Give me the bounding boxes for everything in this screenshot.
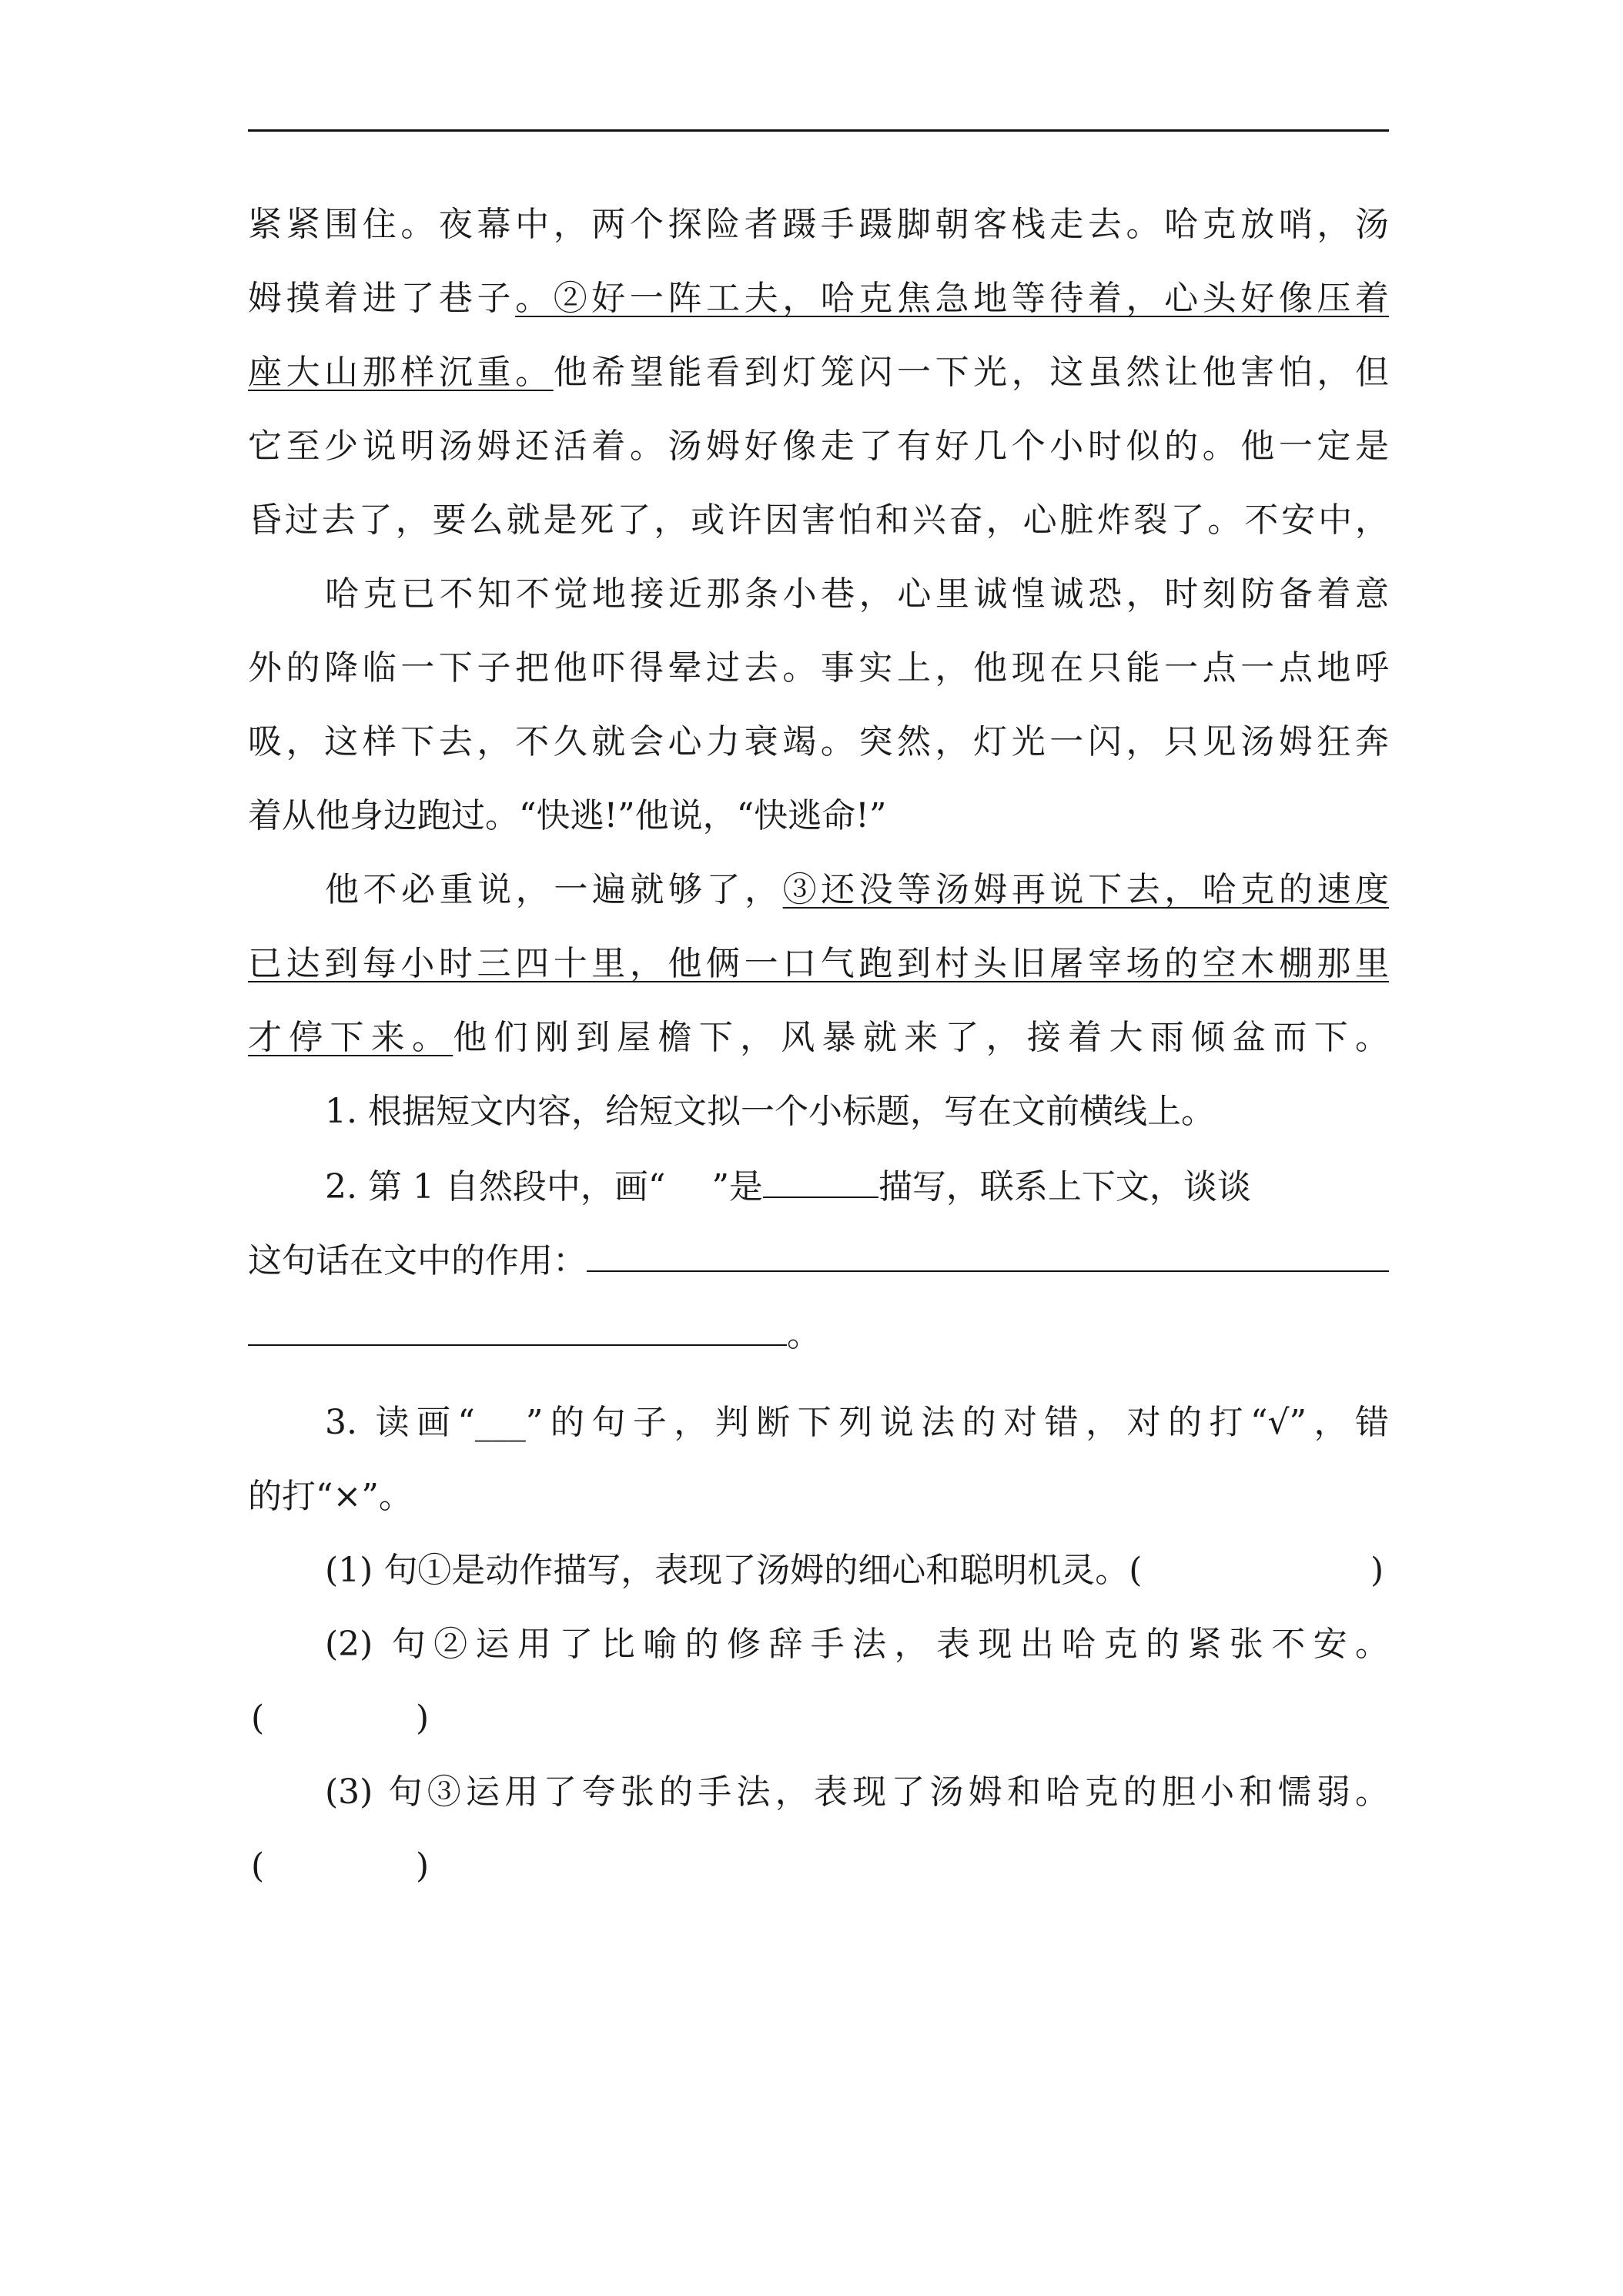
question-2-line3 — [248, 1310, 1389, 1357]
passage-line — [248, 1015, 1389, 1061]
passage-text: 他们刚到屋檐下，风暴就来了，接着大雨倾盆而下。 — [453, 1018, 1389, 1057]
q3-item-1-answer-close: ) — [1370, 1551, 1384, 1590]
q3-item-3-answer-open[interactable]: ( — [251, 1846, 265, 1886]
passage-line — [248, 941, 1389, 987]
q3-item-3-answer-close: ) — [416, 1846, 430, 1886]
q2-answer-blank[interactable] — [587, 1237, 1389, 1272]
passage-line — [248, 350, 1389, 396]
q2-text: 。 — [787, 1315, 821, 1354]
question-3-line2: 的打“×”。 — [248, 1477, 413, 1516]
q3-item-2-answer-open[interactable]: ( — [251, 1699, 265, 1738]
question-3: 3. 读画“___”的句子，判断下列说法的对错，对的打“√”，错 — [325, 1403, 1389, 1442]
passage-text: 他不必重说，一遍就够了， — [325, 870, 783, 909]
question-2-line2 — [248, 1237, 1389, 1283]
passage-line: 它至少说明汤姆还活着。汤姆好像走了有好几个小时似的。他一定是 — [248, 427, 1389, 466]
passage-line: 哈克已不知不觉地接近那条小巷，心里诚惶诚恐，时刻防备着意 — [325, 574, 1389, 614]
q3-item-1 — [325, 1548, 1389, 1594]
question-1: 1. 根据短文内容，给短文拟一个小标题，写在文前横线上。 — [325, 1092, 1215, 1131]
underlined-sentence-3: 才停下来。 — [248, 1018, 453, 1057]
question-2 — [325, 1163, 1389, 1209]
q2-text: 描写，联系上下文，谈谈 — [878, 1167, 1251, 1207]
underlined-sentence-2: 座大山那样沉重。 — [248, 353, 554, 392]
passage-line: 外的降临一下子把他吓得晕过去。事实上，他现在只能一点一点地呼 — [248, 648, 1389, 688]
passage-text: 他希望能看到灯笼闪一下光，这虽然让他害怕，但 — [553, 353, 1389, 392]
q2-answer-blank-continued[interactable] — [248, 1310, 787, 1346]
q2-text: 这句话在文中的作用： — [248, 1241, 587, 1280]
passage-line: 昏过去了，要么就是死了，或许因害怕和兴奋，心脏炸裂了。不安中， — [248, 500, 1389, 540]
q2-description-blank[interactable] — [763, 1163, 878, 1198]
underlined-sentence-3: ③还没等汤姆再说下去，哈克的速度 — [782, 870, 1389, 909]
q2-text: 2. 第 1 自然段中，画“ — [325, 1167, 666, 1207]
passage-line: 紧紧围住。夜幕中，两个探险者蹑手蹑脚朝客栈走去。哈克放哨，汤 — [248, 205, 1389, 244]
underlined-sentence-3: 已达到每小时三四十里，他俩一口气跑到村头旧屠宰场的空木棚那里 — [248, 944, 1389, 983]
title-blank-line — [248, 129, 1389, 132]
q3-item-2: (2) 句②运用了比喻的修辞手法，表现出哈克的紧张不安。 — [325, 1625, 1389, 1664]
underlined-sentence-2: 。②好一阵工夫，哈克焦急地等待着，心头好像压着 — [515, 279, 1389, 318]
q3-item-3: (3) 句③运用了夸张的手法，表现了汤姆和哈克的胆小和懦弱。 — [325, 1772, 1389, 1812]
q2-text: ”是 — [711, 1167, 763, 1207]
q3-item-text: (1) 句①是动作描写，表现了汤姆的细心和聪明机灵。( — [325, 1551, 1143, 1590]
passage-line — [248, 276, 1389, 322]
passage-line — [325, 867, 1389, 913]
passage-line: 吸，这样下去，不久就会心力衰竭。突然，灯光一闪，只见汤姆狂奔 — [248, 722, 1389, 761]
passage-text: 姆摸着进了巷子 — [248, 279, 516, 318]
q3-item-2-answer-close: ) — [416, 1699, 430, 1738]
passage-line: 着从他身边跑过。“快逃!”他说，“快逃命!” — [248, 796, 887, 835]
